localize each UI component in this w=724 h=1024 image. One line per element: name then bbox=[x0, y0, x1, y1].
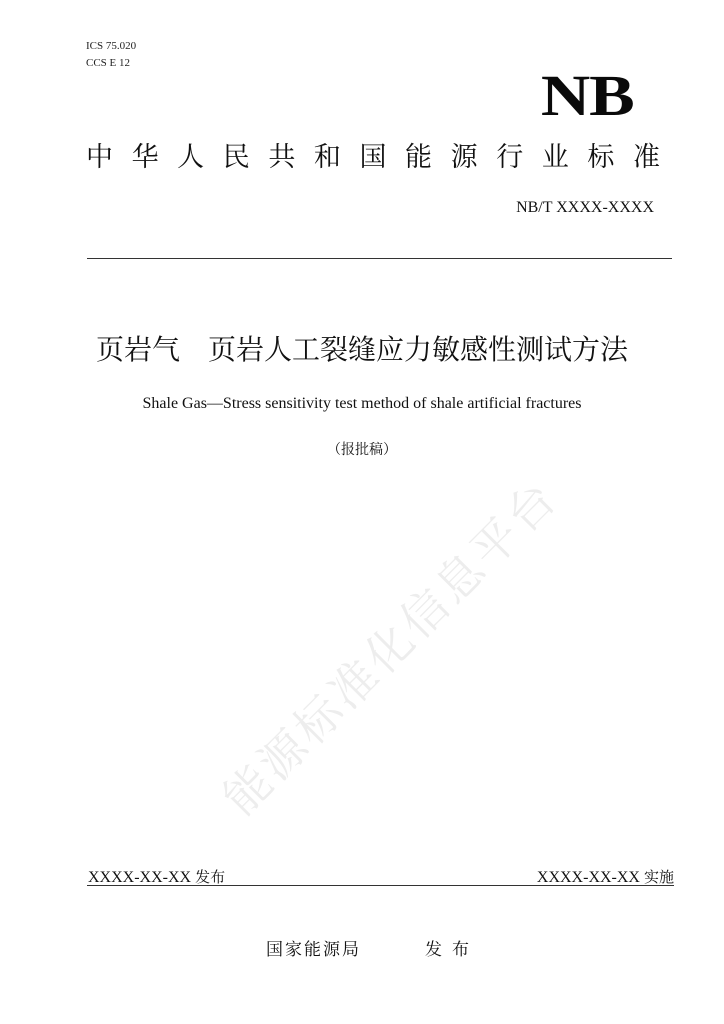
publish-label: 发布 bbox=[195, 868, 226, 886]
bottom-divider bbox=[87, 885, 674, 886]
heading-char: 共 bbox=[268, 142, 296, 173]
nb-logo: NB bbox=[541, 63, 634, 128]
top-divider bbox=[87, 258, 672, 259]
issue-label: 发布 bbox=[425, 940, 479, 960]
heading-char: 行 bbox=[496, 142, 524, 173]
country-standard-heading bbox=[86, 140, 660, 176]
implement-date: XXXX-XX-XX bbox=[536, 869, 640, 886]
ics-code: ICS 75.020 bbox=[86, 40, 137, 52]
heading-char: 人 bbox=[177, 142, 205, 173]
publish-date: XXXX-XX-XX bbox=[88, 869, 192, 886]
heading-char: 标 bbox=[587, 142, 615, 173]
heading-char: 源 bbox=[450, 142, 478, 173]
heading-char: 业 bbox=[541, 142, 569, 173]
heading-char: 国 bbox=[359, 142, 387, 173]
heading-char: 华 bbox=[131, 142, 159, 173]
ccs-code: CCS E 12 bbox=[86, 57, 131, 69]
heading-char: 中 bbox=[86, 142, 113, 173]
heading-char: 民 bbox=[222, 142, 250, 173]
document-title-chinese: 页岩气 页岩人工裂缝应力敏感性测试方法 bbox=[95, 333, 628, 366]
document-title-english: Shale Gas—Stress sensitivity test method of shale artificial fractures bbox=[142, 395, 582, 412]
standard-number: NB/T XXXX-XXXX bbox=[516, 199, 654, 216]
draft-stage-label: （报批稿） bbox=[327, 442, 397, 458]
heading-char: 和 bbox=[313, 142, 341, 173]
heading-char: 准 bbox=[632, 142, 660, 173]
issuing-authority: 国家能源局 bbox=[266, 940, 361, 960]
implement-label: 实施 bbox=[643, 868, 674, 886]
watermark: 能源标准化信息平台 bbox=[212, 469, 569, 826]
heading-char: 能 bbox=[405, 142, 433, 173]
